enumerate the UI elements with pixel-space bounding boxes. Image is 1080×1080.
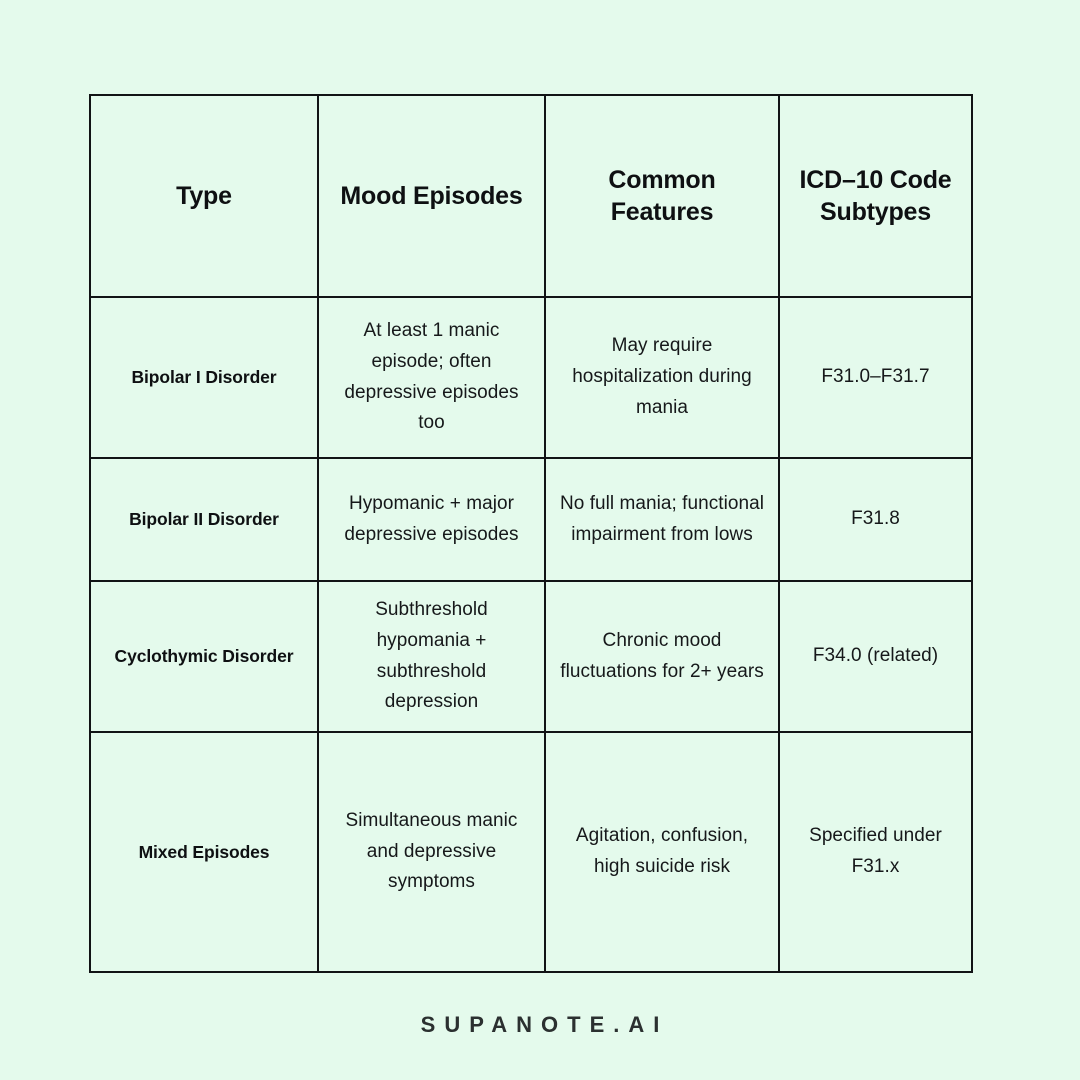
table-row — [90, 458, 972, 581]
column-header-type: Type — [90, 95, 318, 297]
cell-mood-episodes: At least 1 manic episode; often depressive episodes too — [318, 297, 545, 458]
cell-icd-codes: F31.8 — [779, 458, 972, 581]
cell-icd-codes: F31.0–F31.7 — [779, 297, 972, 458]
table-row — [90, 732, 972, 972]
table-row — [90, 297, 972, 458]
cell-common-features: May require hospitalization during mania — [545, 297, 779, 458]
cell-type: Bipolar I Disorder — [90, 297, 318, 458]
column-header-common-features-line1: Common — [608, 165, 716, 194]
cell-common-features: Agitation, confusion, high suicide risk — [545, 732, 779, 972]
cell-type: Mixed Episodes — [90, 732, 318, 972]
cell-common-features: No full mania; functional impairment from lows — [545, 458, 779, 581]
cell-mood-episodes: Simultaneous manic and depressive symptoms — [318, 732, 545, 972]
bipolar-types-table-container — [89, 94, 971, 971]
bipolar-types-table — [89, 94, 973, 973]
table-row — [90, 581, 972, 732]
cell-type: Cyclothymic Disorder — [90, 581, 318, 732]
column-header-icd-line2: Subtypes — [820, 198, 931, 226]
column-header-icd-line1: ICD–10 Code — [799, 165, 952, 194]
cell-mood-episodes: Hypomanic + major depressive episodes — [318, 458, 545, 581]
cell-icd-codes: F34.0 (related) — [779, 581, 972, 732]
column-header-common-features — [545, 95, 779, 297]
column-header-icd-code-subtypes — [779, 95, 972, 297]
column-header-mood-episodes: Mood Episodes — [318, 95, 545, 297]
cell-icd-codes: Specified under F31.x — [779, 732, 972, 972]
brand-wordmark: SUPANOTE.AI — [420, 1012, 669, 1037]
cell-type: Bipolar II Disorder — [90, 458, 318, 581]
cell-common-features: Chronic mood fluctuations for 2+ years — [545, 581, 779, 732]
table-header-row — [90, 95, 972, 297]
cell-mood-episodes: Subthreshold hypomania + subthreshold depression — [318, 581, 545, 732]
column-header-common-features-line2: Features — [610, 198, 714, 226]
